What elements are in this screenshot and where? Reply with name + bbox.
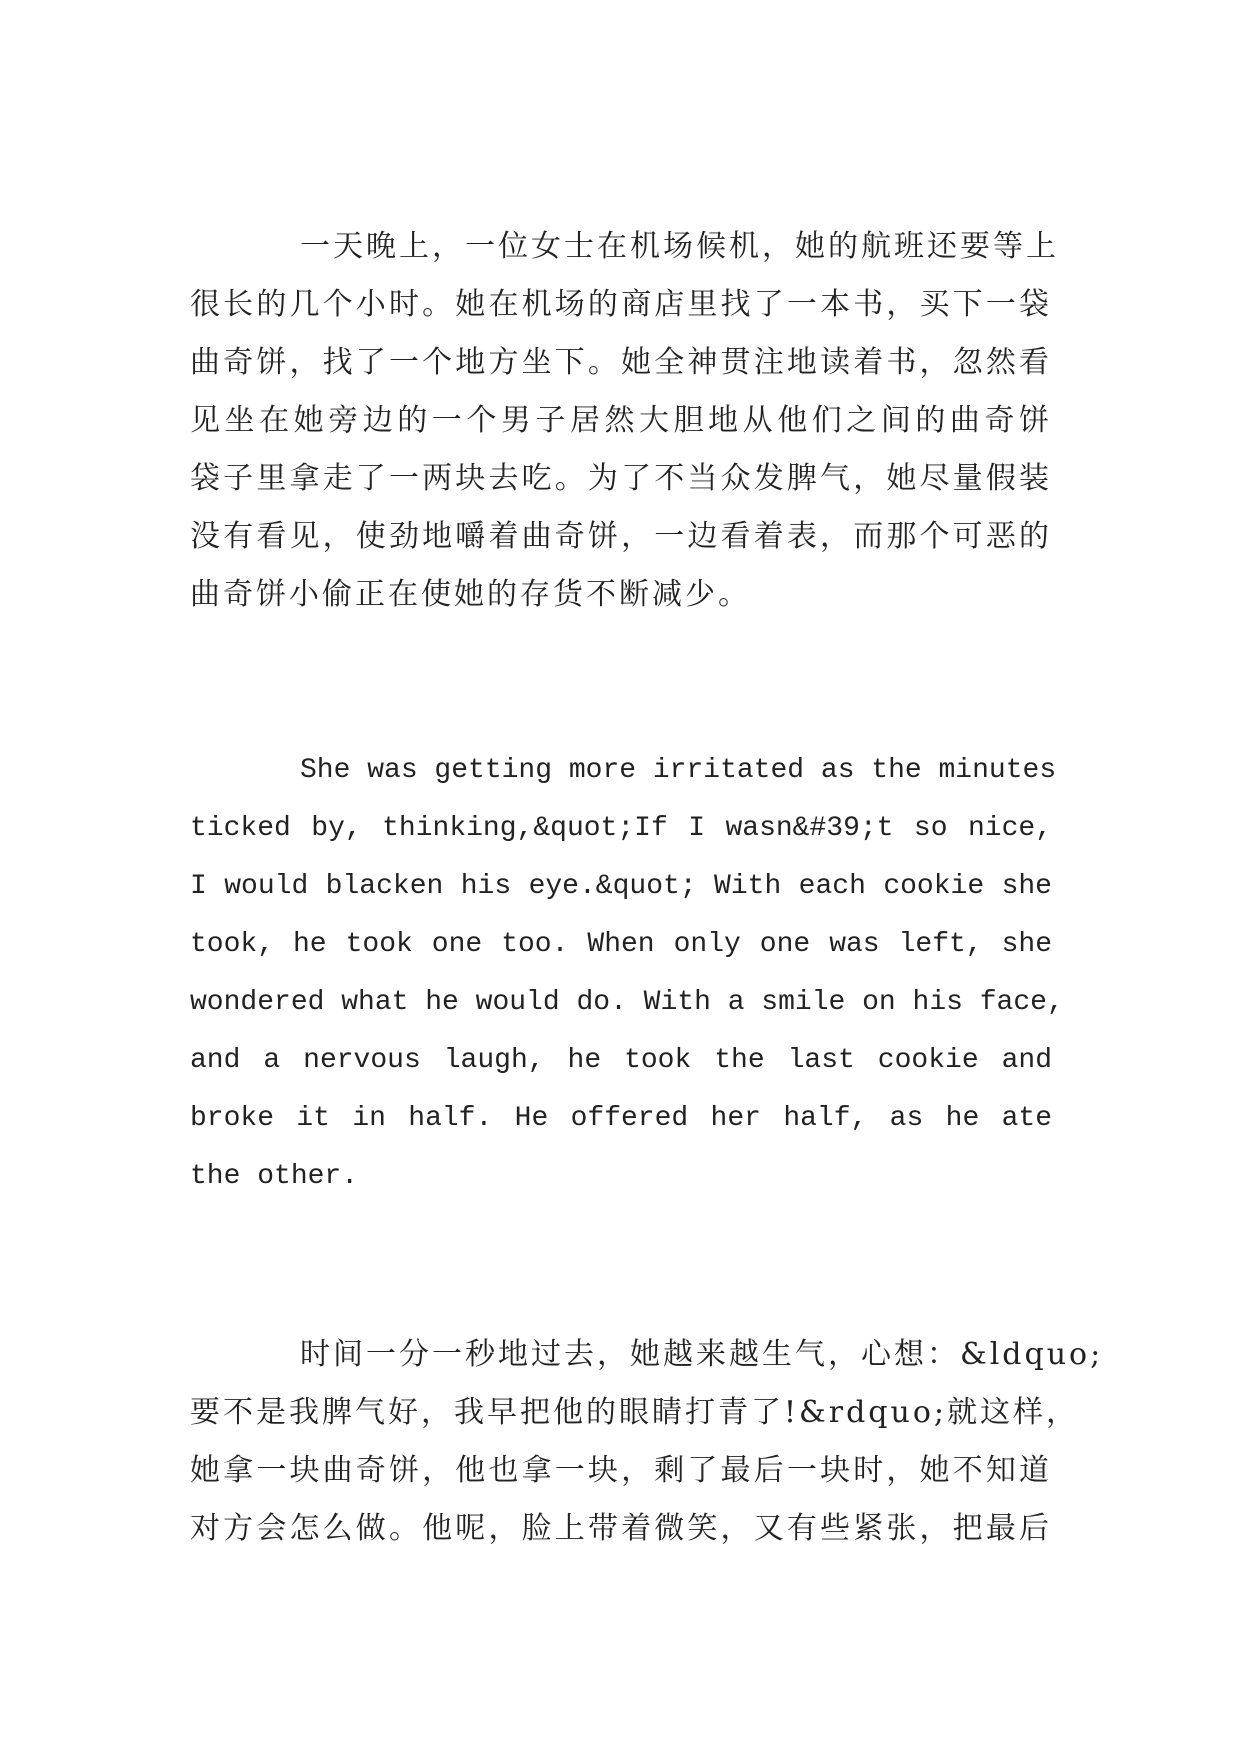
- text-line: ticked by, thinking,&quot;If I wasn&#39;t so nice,: [190, 813, 1052, 844]
- paragraph-chinese-2: [190, 1326, 1104, 1558]
- text-line: the other.: [190, 1161, 359, 1192]
- text-line: 对方会怎么做。他呢，脸上带着微笑，又有些紧张，把最后: [190, 1511, 1052, 1546]
- text-line: 袋子里拿走了一两块去吃。为了不当众发脾气，她尽量假装: [190, 461, 1052, 496]
- text-line: 曲奇饼小偷正在使她的存货不断减少。: [190, 577, 751, 612]
- text-line: 她拿一块曲奇饼，他也拿一块，剩了最后一块时，她不知道: [190, 1453, 1052, 1488]
- text-line: 一天晚上，一位女士在机场候机，她的航班还要等上: [300, 229, 1059, 264]
- text-line: and a nervous laugh, he took the last cookie and: [190, 1045, 1052, 1076]
- text-line: 很长的几个小时。她在机场的商店里找了一本书，买下一袋: [190, 287, 1052, 322]
- paragraph-english: [190, 742, 1064, 1206]
- text-line: She was getting more irritated as the minutes: [300, 755, 1057, 786]
- text-line: 曲奇饼，找了一个地方坐下。她全神贯注地读着书，忽然看: [190, 345, 1052, 380]
- paragraph-chinese-1: [190, 218, 1059, 624]
- text-line: 见坐在她旁边的一个男子居然大胆地从他们之间的曲奇饼: [190, 403, 1052, 438]
- text-line: wondered what he would do. With a smile on his face,: [190, 987, 1064, 1018]
- text-line: 没有看见，使劲地嚼着曲奇饼，一边看着表，而那个可恶的: [190, 519, 1052, 554]
- text-line: I would blacken his eye.&quot; With each cookie she: [190, 871, 1052, 902]
- text-line: took, he took one too. When only one was left, she: [190, 929, 1052, 960]
- text-line: 要不是我脾气好，我早把他的眼睛打青了!&rdquo;就这样，: [190, 1395, 1079, 1430]
- text-line: 时间一分一秒地过去，她越来越生气，心想：&ldquo;: [300, 1337, 1104, 1372]
- text-line: broke it in half. He offered her half, as he ate: [190, 1103, 1052, 1134]
